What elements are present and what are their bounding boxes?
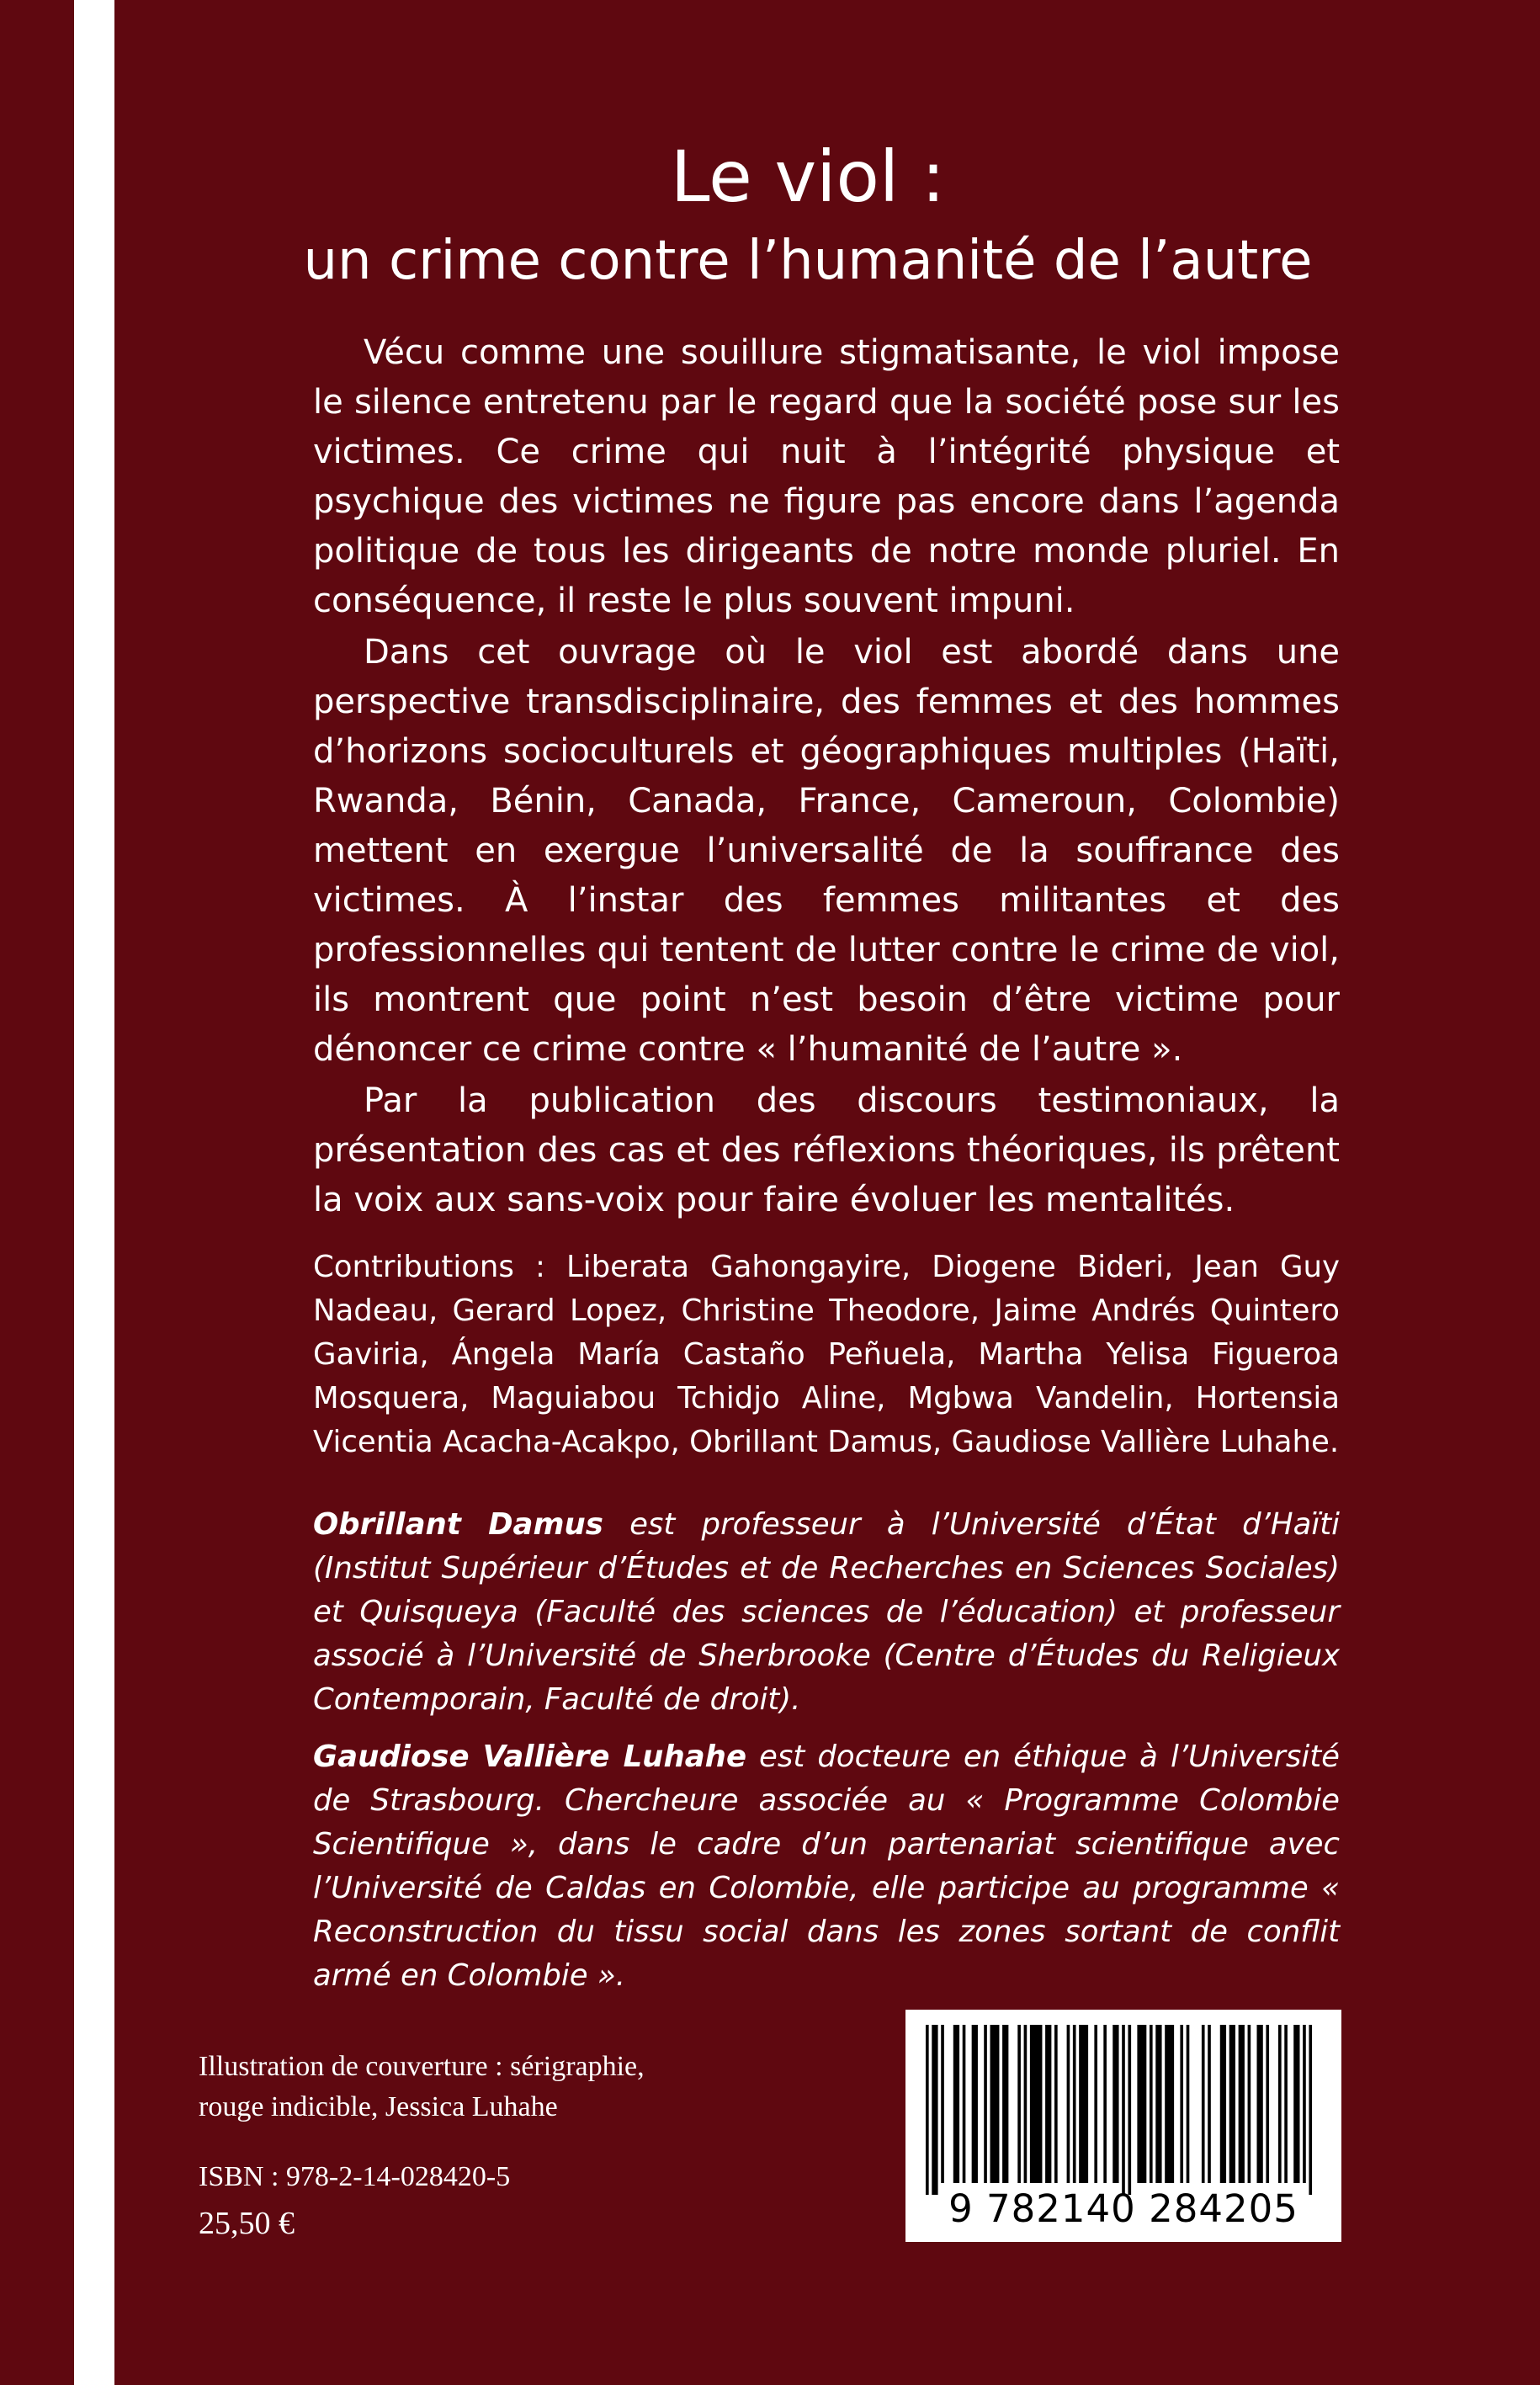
barcode-bar xyxy=(1079,2025,1088,2183)
barcode-bar xyxy=(1113,2025,1118,2183)
barcode-bar xyxy=(1122,2025,1125,2195)
barcode-bar xyxy=(1208,2025,1211,2183)
barcode-bar xyxy=(1180,2025,1183,2183)
author-name: Obrillant Damus xyxy=(313,1507,603,1542)
barcode-bar xyxy=(1137,2025,1146,2183)
white-spine-stripe xyxy=(74,0,114,2385)
blurb-paragraph: Vécu comme une souillure stigmatisante, le viol impose le silence entretenu par le regard que la société pose sur les victimes. Ce crime qui nuit à l’intégrité physique et psychique des victimes ne figure pas encore dans l’agenda politique de tous les dirigeants de notre monde pluriel. En conséquence, il reste le plus souvent impuni. xyxy=(313,333,1340,620)
barcode-bar xyxy=(1155,2025,1161,2183)
barcode-bar xyxy=(1165,2025,1174,2183)
barcode-bar xyxy=(1067,2025,1070,2183)
barcode-bar xyxy=(1054,2025,1058,2183)
barcode xyxy=(905,2010,1341,2242)
author-bio xyxy=(313,1503,1340,1722)
barcode-bar xyxy=(926,2025,929,2195)
barcode-bar xyxy=(1229,2025,1235,2183)
barcode-bar xyxy=(1002,2025,1008,2183)
isbn: ISBN : 978-2-14-028420-5 xyxy=(199,2161,511,2192)
author-name: Gaudiose Vallière Luhahe xyxy=(313,1740,747,1774)
author-bio-text: est docteure en éthique à l’Université de Strasbourg. Chercheure associée au « Programme Colombie Scientifique », dans le cadre d’un partenariat scientifique avec l’Université de Caldas en Colombie, elle participe au programme « Reconstruction du tissu social dans les zones sortant de conflit armé en Colombie ». xyxy=(313,1740,1341,1993)
barcode-bar xyxy=(932,2025,937,2195)
barcode-bar xyxy=(1187,2025,1190,2183)
barcode-bar xyxy=(963,2025,966,2183)
barcode-bar xyxy=(1256,2025,1262,2183)
book-title: Le viol : xyxy=(670,135,946,218)
credits-line: Illustration de couverture : sérigraphie, xyxy=(199,2051,645,2082)
barcode-bar xyxy=(1248,2025,1251,2183)
title-block xyxy=(252,135,1363,296)
author-bio-text: est professeur à l’Université d’État d’Haïti (Institut Supérieur d’Études et de Recherches en Sciences Sociales) et Quisqueya (Faculté des sciences de l’éducation) et professeur associé à l’Université de Sherbrooke (Centre d’Études du Religieux Contemporain, Faculté de droit). xyxy=(313,1507,1340,1717)
blurb-paragraph: Dans cet ouvrage où le viol est abordé dans une perspective transdisciplinaire, des femmes et des hommes d’horizons socioculturels et géographiques multiples (Haïti, Rwanda, Bénin, Canada, France, Cameroun, Colombie) mettent en exergue l’universalité de la souffrance des victimes. À l’instar des femmes militantes et des professionnelles qui tentent de lutter contre le crime de viol, ils montrent que point n’est besoin d’être victime pour dénoncer ce crime contre « l’humanité de l’autre ». xyxy=(313,633,1340,1069)
barcode-bar xyxy=(1103,2025,1107,2183)
author-bio xyxy=(313,1735,1340,1998)
barcode-bar xyxy=(1202,2025,1205,2183)
blurb-paragraph: Par la publication des discours testimoniaux, la présentation des cas et des réflexions théoriques, ils prêtent la voix aux sans-voix pour faire évoluer les mentalités. xyxy=(313,1081,1340,1219)
barcode-bar xyxy=(1293,2025,1299,2183)
credits-line: rouge indicible, Jessica Luhahe xyxy=(199,2091,558,2122)
barcode-bar xyxy=(990,2025,1000,2183)
barcode-bar xyxy=(1030,2025,1043,2183)
book-subtitle: un crime contre l’humanité de l’autre xyxy=(303,230,1313,292)
barcode-bar xyxy=(1220,2025,1226,2183)
barcode-bar xyxy=(1284,2025,1288,2183)
barcode-bar xyxy=(972,2025,978,2183)
blurb xyxy=(313,328,1340,1227)
barcode-bar xyxy=(1278,2025,1282,2183)
barcode-bar xyxy=(1017,2025,1021,2183)
barcode-digits: 9 782140 284205 xyxy=(948,2186,1298,2231)
barcode-bar xyxy=(1309,2025,1312,2195)
contributions: Contributions : Liberata Gahongayire, Diogene Bideri, Jean Guy Nadeau, Gerard Lopez, Christine Theodore, Jaime Andrés Quintero Gaviria, Ángela María Castaño Peñuela, Martha Yelisa Figueroa Mosquera, Maguiabou Tchidjo Aline, Mgbwa Vandelin, Hortensia Vicentia Acacha-Acakpo, Obrillant Damus, Gaudiose Vallière Luhahe. xyxy=(313,1250,1340,1459)
barcode-bar xyxy=(1094,2025,1097,2183)
barcode-bar xyxy=(953,2025,959,2183)
barcode-bar xyxy=(941,2025,944,2183)
barcode-bar xyxy=(984,2025,987,2183)
barcode-bar xyxy=(1239,2025,1245,2183)
cover-credits xyxy=(199,2047,704,2127)
barcode-bar xyxy=(1150,2025,1153,2183)
barcode-bar xyxy=(1266,2025,1269,2183)
barcode-bar xyxy=(1128,2025,1131,2195)
barcode-bar xyxy=(1073,2025,1076,2183)
barcode-bar xyxy=(1024,2025,1028,2183)
barcode-bar xyxy=(1045,2025,1051,2183)
price: 25,50 € xyxy=(199,2206,295,2241)
barcode-bar xyxy=(1303,2025,1306,2183)
